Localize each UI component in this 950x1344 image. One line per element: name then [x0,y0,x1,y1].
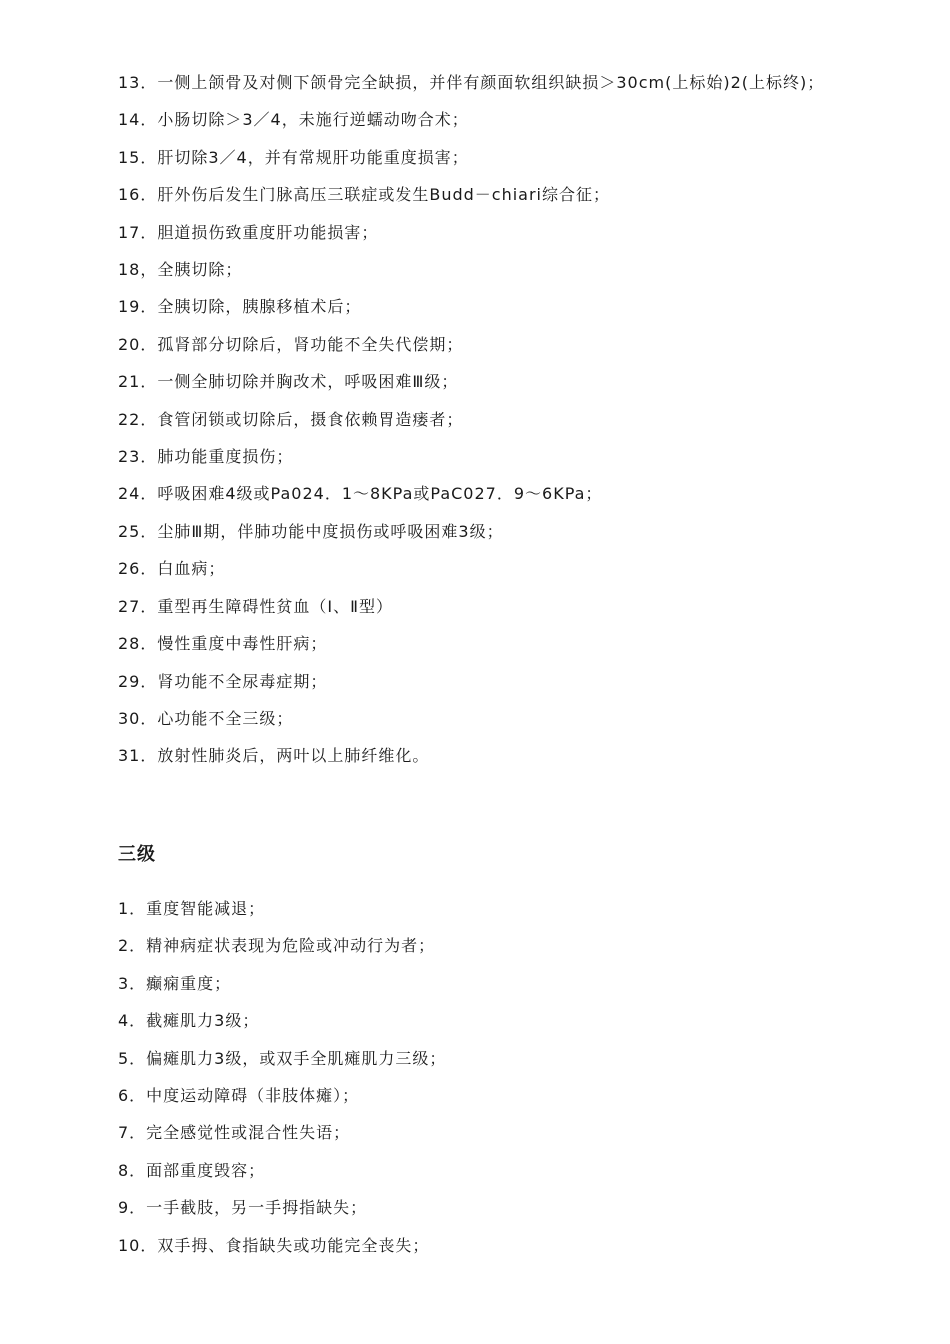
list-item-6: 6．中度运动障碍（非肢体瘫）； [118,1086,360,1106]
list-item-16: 16．肝外伤后发生门脉高压三联症或发生Budd－chiari综合征； [118,185,611,205]
list-item-29: 29．肾功能不全尿毒症期； [118,671,328,691]
disability-item-list-continued [118,64,838,775]
list-item-10: 10．双手拇、食指缺失或功能完全丧失； [118,1235,430,1255]
list-item-27: 27．重型再生障碍性贫血（Ⅰ、Ⅱ型） [118,596,393,616]
list-item-8: 8．面部重度毁容； [118,1160,266,1180]
list-item-2: 2．精神病症状表现为危险或冲动行为者； [118,936,436,956]
list-item-7: 7．完全感觉性或混合性失语； [118,1123,351,1143]
disability-item-list-level-three [118,890,838,1264]
list-item-25: 25．尘肺Ⅲ期，伴肺功能中度损伤或呼吸困难3级； [118,521,504,541]
list-item-30: 30．心功能不全三级； [118,708,294,728]
list-item-15: 15．肝切除3／4，并有常规肝功能重度损害； [118,147,469,167]
list-item-26: 26．白血病； [118,559,226,579]
section-heading-level-three: 三级 [118,844,156,865]
list-item-5: 5．偏瘫肌力3级，或双手全肌瘫肌力三级； [118,1048,447,1068]
list-item-1: 1．重度智能减退； [118,899,266,918]
list-item-18: 18，全胰切除； [118,260,243,280]
list-item-17: 17．胆道损伤致重度肝功能损害； [118,222,379,242]
list-item-23: 23．肺功能重度损伤； [118,447,294,467]
list-item-31: 31．放射性肺炎后，两叶以上肺纤维化。 [118,746,430,766]
list-item-14: 14．小肠切除＞3／4，未施行逆蠕动吻合术； [118,110,469,130]
list-item-20: 20．孤肾部分切除后，肾功能不全失代偿期； [118,334,464,354]
list-item-3: 3．癫痫重度； [118,973,232,993]
list-item-13: 13．一侧上颌骨及对侧下颌骨完全缺损，并伴有颜面软组织缺损＞30cm(上标始)2(上标终)； [118,73,825,92]
list-item-19: 19．全胰切除，胰腺移植术后； [118,297,362,317]
list-item-21: 21．一侧全肺切除并胸改术，呼吸困难Ⅲ级； [118,372,459,392]
list-item-9: 9．一手截肢，另一手拇指缺失； [118,1198,368,1218]
list-item-24: 24．呼吸困难4级或Pa024．1～8KPa或PaC027．9～6KPa； [118,484,603,504]
list-item-22: 22．食管闭锁或切除后，摄食依赖胃造瘘者； [118,409,464,429]
list-item-28: 28．慢性重度中毒性肝病； [118,634,328,654]
list-item-4: 4．截瘫肌力3级； [118,1011,260,1031]
